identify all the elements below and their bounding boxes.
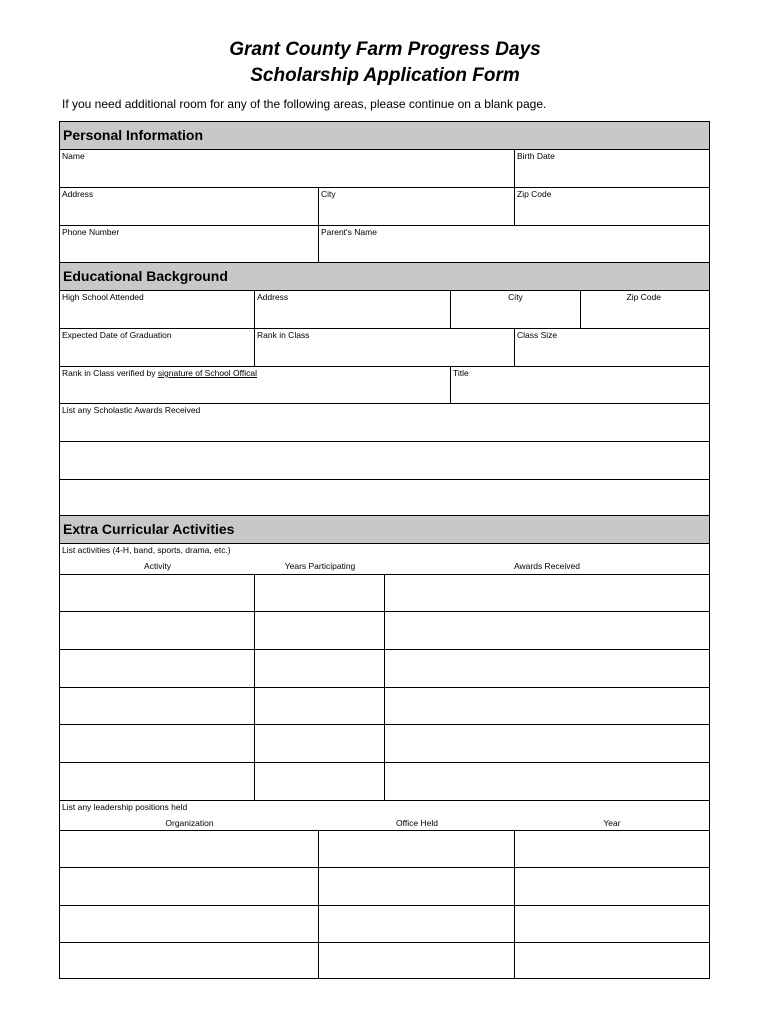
parents-name-field[interactable] (319, 226, 709, 262)
field-label: City (321, 189, 336, 199)
leadership-header-row (60, 801, 709, 831)
year-cell[interactable] (515, 943, 709, 979)
phone-field[interactable] (60, 226, 319, 262)
leadership-row (60, 943, 709, 979)
form-title-line2: Scholarship Application Form (250, 65, 520, 86)
form-title-line1: Grant County Farm Progress Days (229, 39, 541, 60)
graduation-date-field[interactable] (60, 329, 255, 366)
school-address-field[interactable] (255, 291, 451, 328)
field-label (62, 368, 257, 378)
activity-row (60, 688, 709, 725)
years-cell[interactable] (255, 688, 385, 724)
awards-row-3[interactable] (60, 480, 709, 516)
awards-cell[interactable] (385, 612, 709, 649)
col-years: Years Participating (284, 561, 356, 571)
field-label: Class Size (517, 330, 558, 340)
row-high-school (60, 291, 709, 329)
years-cell[interactable] (255, 650, 385, 687)
activity-cell[interactable] (60, 688, 255, 724)
school-city-field[interactable] (451, 291, 581, 328)
high-school-field[interactable] (60, 291, 255, 328)
field-label: High School Attended (62, 292, 144, 302)
row-address (60, 188, 709, 226)
office-cell[interactable] (319, 943, 515, 979)
field-label: Name (62, 151, 85, 161)
school-zip-field[interactable] (581, 291, 709, 328)
organization-cell[interactable] (60, 943, 319, 979)
organization-cell[interactable] (60, 868, 319, 905)
leadership-row (60, 868, 709, 906)
activity-row (60, 763, 709, 801)
rank-verified-signature: signature of School Offical (157, 368, 257, 378)
field-label: List any Scholastic Awards Received (62, 405, 201, 415)
field-label: Zip Code (517, 189, 552, 199)
activity-cell[interactable] (60, 725, 255, 762)
col-year: Year (603, 818, 621, 828)
year-cell[interactable] (515, 831, 709, 867)
official-title-field[interactable] (451, 367, 709, 403)
activities-header-row (60, 544, 709, 575)
activities-list-label: List activities (4-H, band, sports, drama, etc.) (62, 545, 231, 555)
office-cell[interactable] (319, 906, 515, 942)
awards-cell[interactable] (385, 575, 709, 611)
activity-row (60, 612, 709, 650)
section-title: Educational Background (63, 268, 228, 284)
field-label: Birth Date (517, 151, 555, 161)
activity-cell[interactable] (60, 612, 255, 649)
birth-date-field[interactable] (515, 150, 709, 187)
activity-cell[interactable] (60, 763, 255, 800)
name-field[interactable] (60, 150, 515, 187)
rank-field[interactable] (255, 329, 515, 366)
awards-cell[interactable] (385, 650, 709, 687)
year-cell[interactable] (515, 868, 709, 905)
leadership-list-label: List any leadership positions held (62, 802, 188, 812)
rank-verified-prefix: Rank in Class verified by (62, 368, 158, 378)
leadership-row (60, 906, 709, 943)
col-activity: Activity (144, 561, 171, 571)
office-cell[interactable] (319, 868, 515, 905)
section-title: Personal Information (63, 127, 204, 143)
field-label: Parent's Name (321, 227, 377, 237)
rank-verified-field[interactable] (60, 367, 451, 403)
field-label: Title (453, 368, 469, 378)
col-organization: Organization (165, 818, 214, 828)
years-cell[interactable] (255, 725, 385, 762)
section-header-personal (60, 122, 709, 150)
field-label: Phone Number (62, 227, 120, 237)
address-field[interactable] (60, 188, 319, 225)
awards-cell[interactable] (385, 725, 709, 762)
field-label: Address (62, 189, 94, 199)
organization-cell[interactable] (60, 906, 319, 942)
years-cell[interactable] (255, 612, 385, 649)
organization-cell[interactable] (60, 831, 319, 867)
activity-row (60, 575, 709, 612)
activity-row (60, 725, 709, 763)
activity-cell[interactable] (60, 650, 255, 687)
awards-row-1[interactable] (60, 404, 709, 442)
years-cell[interactable] (255, 763, 385, 800)
field-label: Expected Date of Graduation (62, 330, 172, 340)
field-label: Address (257, 292, 289, 302)
class-size-field[interactable] (515, 329, 709, 366)
col-awards: Awards Received (514, 561, 580, 571)
zip-field[interactable] (515, 188, 709, 225)
row-phone (60, 226, 709, 263)
activity-row (60, 650, 709, 688)
intro-text: If you need additional room for any of the following areas, please continue on a blank page. (62, 97, 547, 111)
activity-cell[interactable] (60, 575, 255, 611)
field-label: Rank in Class (257, 330, 310, 340)
section-title: Extra Curricular Activities (63, 521, 235, 537)
awards-row-2[interactable] (60, 442, 709, 480)
awards-cell[interactable] (385, 688, 709, 724)
awards-cell[interactable] (385, 763, 709, 800)
field-label: Zip Code (626, 292, 661, 302)
row-graduation (60, 329, 709, 367)
leadership-row (60, 831, 709, 868)
year-cell[interactable] (515, 906, 709, 942)
col-office: Office Held (396, 818, 438, 828)
city-field[interactable] (319, 188, 515, 225)
field-label: City (508, 292, 523, 302)
years-cell[interactable] (255, 575, 385, 611)
row-name (60, 150, 709, 188)
row-rank-verified (60, 367, 709, 404)
section-header-extracurricular (60, 516, 709, 544)
application-form (59, 121, 710, 979)
office-cell[interactable] (319, 831, 515, 867)
section-header-education (60, 263, 709, 291)
